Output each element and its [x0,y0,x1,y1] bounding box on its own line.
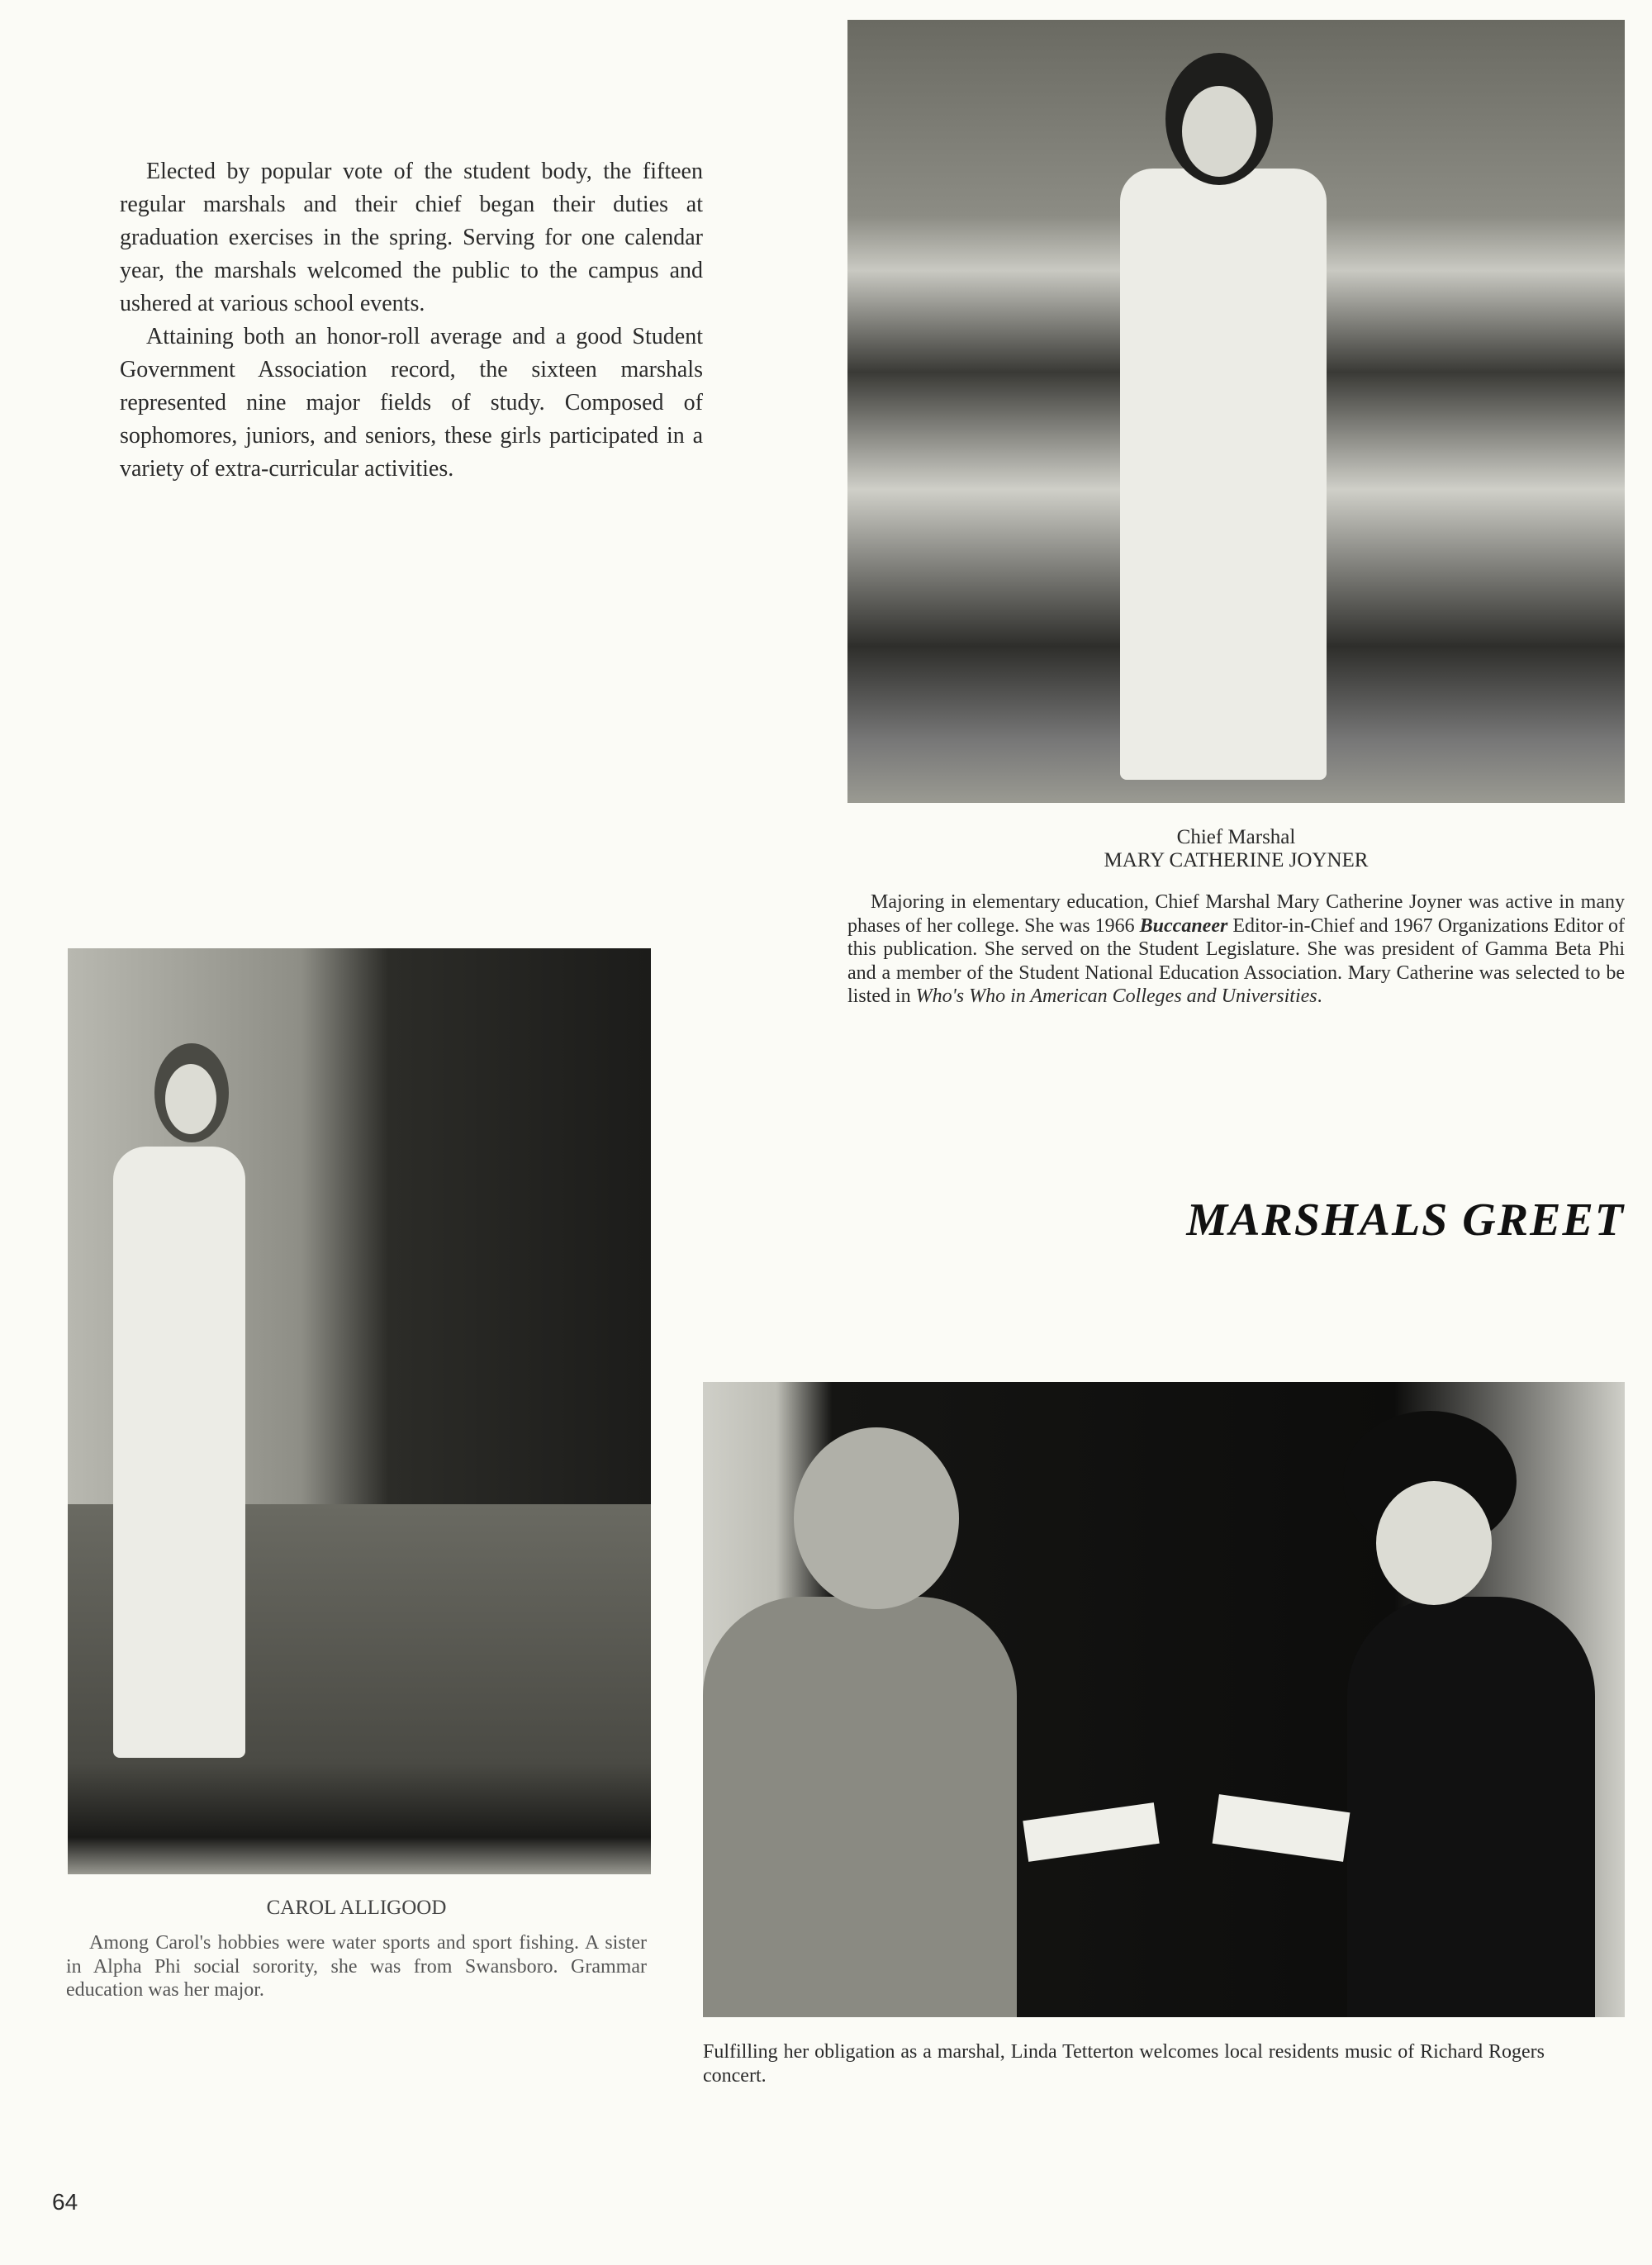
chief-marshal-photo [847,20,1625,803]
page-number: 64 [52,2189,78,2215]
bio-text: Majoring in elementary education, Chief Marshal Mary Catherine Joyner was active in many phases of her college. She was 1966 [847,891,1625,937]
bio-publication-name: Buccaneer [1139,914,1228,937]
chief-marshal-bio [847,890,1625,1009]
bio-text: . [1317,985,1322,1007]
marshal-greeting-photo [703,1382,1625,2017]
intro-text [120,155,703,486]
intro-paragraph: Attaining both an honor-roll average and a good Student Government Association record, the sixteen marshals represented nine major fields of study. Composed of sophomores, juniors, and seniors, these girls participated in a variety of extra-curricular activities. [120,324,703,482]
marshal-bio: Among Carol's hobbies were water sports and sport fishing. A sister in Alpha Phi social sorority, she was from Swansboro. Grammar education was her major. [66,1932,647,2001]
carol-alligood-caption [66,1897,647,2002]
chief-marshal-caption [847,826,1625,1009]
bio-text: Editor-in-Chief and 1967 Organizations Editor of this publication. She served on the Student Legislature. She was president of Gamma Beta Phi and a member of the Student National Education Association. Mary Catherine was selected to be listed in [847,914,1625,1007]
intro-paragraph: Elected by popular vote of the student body, the fifteen regular marshals and their chief began their duties at graduation exercises in the spring. Serving for one calendar year, the marshals welcomed the public to the campus and ushered at various school events. [120,159,703,316]
carol-alligood-photo [68,948,651,1874]
chief-marshal-role: Chief Marshal [1176,826,1296,848]
page-headline: MARSHALS GREET [1186,1194,1625,1246]
greeting-photo-caption: Fulfilling her obligation as a marshal, Linda Tetterton welcomes local residents music of Richard Rogers concert. [703,2041,1545,2087]
marshal-name: CAROL ALLIGOOD [266,1897,447,1919]
bio-honor-title: Who's Who in American Colleges and Universities [915,985,1317,1007]
chief-marshal-name: MARY CATHERINE JOYNER [1104,849,1369,871]
